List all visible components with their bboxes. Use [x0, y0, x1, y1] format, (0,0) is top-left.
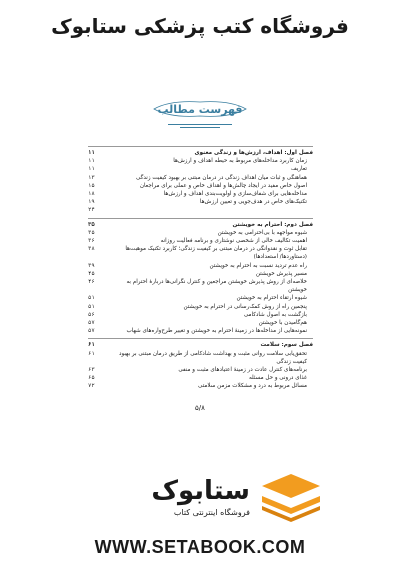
entry-page: ۱۱ — [88, 158, 95, 165]
brand-tagline: فروشگاه اینترنتی کتاب — [173, 508, 250, 517]
section-heading[interactable] — [88, 341, 313, 349]
entry-page: ۴۵ — [88, 270, 95, 277]
section-page: ۱۱ — [88, 150, 95, 156]
toc-entry[interactable] — [88, 190, 313, 198]
site-url[interactable]: WWW.SETABOOK.COM — [94, 537, 306, 557]
entry-title: اصول خاص مفید در ایجاد چالش‌ها و اهداف خاص و عملی برای مراجعان — [139, 182, 307, 189]
toc-section — [88, 146, 313, 215]
entry-title: خلاصه‌ای از روش پذیرش خویشتن مراجعین و کنترل نگرانی‌ها دربارهٔ احترام به خویشتن — [126, 279, 307, 294]
toc-entry[interactable] — [88, 237, 313, 245]
toc-title: فهرست مطالب — [157, 102, 243, 116]
store-title: فروشگاه کتب پزشکی ستابوک — [51, 14, 349, 38]
toc-section — [88, 218, 313, 336]
entry-title: تکنیک‌های خاص در هدف‌جویی و تعیین ارزش‌ها — [199, 199, 307, 206]
entry-title: تعاریف — [290, 166, 307, 173]
toc-entry[interactable] — [88, 157, 313, 165]
entry-page: ۱۸ — [88, 191, 95, 198]
toc-divider-short — [180, 127, 220, 128]
toc-divider — [168, 124, 232, 125]
entry-title: تحقق‌یابی سلامت روانی مثبت و بهداشت شادکامی از طریق درمان مبتنی بر بهبود کیفیت زندگی — [118, 350, 307, 365]
section-heading[interactable] — [88, 149, 313, 157]
entry-page: ۱۳ — [88, 174, 95, 181]
toc-entry[interactable] — [88, 262, 313, 270]
entry-title: زمان کاربرد مداخله‌های مربوط به حیطه اهداف و ارزش‌ها — [173, 158, 307, 165]
entry-title: هم‌گامیدن با خویشتن — [258, 320, 307, 327]
toc-entry[interactable] — [88, 245, 313, 261]
entry-page: ۵۷ — [88, 320, 95, 327]
toc-entry[interactable] — [88, 319, 313, 327]
entry-page: ۴۶ — [88, 279, 95, 286]
toc-entry[interactable] — [88, 303, 313, 311]
entry-page: ۲۴ — [88, 207, 95, 214]
entry-title: شیوه ارتقاء احترام به خویشتن — [236, 295, 307, 302]
entry-title: غذای درونی و حل مسئله — [249, 375, 307, 382]
toc-entry[interactable] — [88, 374, 313, 382]
entry-page: ۵۶ — [88, 311, 95, 318]
entry-page: ۱۱ — [88, 166, 95, 173]
toc-list — [88, 146, 313, 394]
section-heading[interactable] — [88, 221, 313, 229]
entry-page: ۳۵ — [88, 229, 95, 236]
setabook-logo-icon — [256, 472, 326, 522]
entry-title: مسیر پذیرش خویشتن — [255, 270, 307, 277]
toc-entry[interactable] — [88, 165, 313, 173]
entry-page: ۵۱ — [88, 303, 95, 310]
entry-title: تقابل ثوت و نقدوانگی در درمان مبتنی بر کیفیت زندگی؛ کاربرد تکنیک موهبت‌ها (دستاوردها/ استعدادها) — [125, 246, 307, 261]
entry-title: برنامه‌های کنترل عادت در زمینهٔ اعتیادهای مثبت و منفی — [178, 367, 307, 374]
toc-entry[interactable] — [88, 206, 313, 214]
brand-logo[interactable] — [60, 472, 340, 528]
entry-page: ۳۹ — [88, 262, 95, 269]
toc-entry[interactable] — [88, 350, 313, 366]
toc-entry[interactable] — [88, 366, 313, 374]
entry-title: شیوه مواجهه با بی‌احترامی به خویشتن — [217, 229, 307, 236]
toc-entry[interactable] — [88, 270, 313, 278]
entry-title: مسائل مربوط به درد و مشکلات مزمن سلامتی — [198, 383, 307, 390]
entry-page: ۶۵ — [88, 375, 95, 382]
entry-title: بازگشت به اصول شادکامی — [243, 311, 307, 318]
toc-entry[interactable] — [88, 278, 313, 294]
toc-entry[interactable] — [88, 327, 313, 335]
toc-entry[interactable] — [88, 174, 313, 182]
entry-title: اهمیت تکالیف خالی از شخصی نوشتاری و برنامه فعالیت روزانه — [160, 238, 307, 245]
entry-title: راه عدم تردید نسبت به احترام به خویشتن — [209, 262, 307, 269]
toc-entry[interactable] — [88, 198, 313, 206]
entry-title: مداخله‌هایی برای شفاف‌سازی و اولویت‌بندی اهداف و ارزش‌ها — [163, 191, 307, 198]
entry-page: ۵۷ — [88, 328, 95, 335]
entry-page: ۳۶ — [88, 238, 95, 245]
toc-entry[interactable] — [88, 311, 313, 319]
entry-page: ۷۲ — [88, 383, 95, 390]
toc-entry[interactable] — [88, 382, 313, 390]
brand-name: ستابوک — [151, 476, 250, 506]
entry-title: نمونه‌هایی از مداخله‌ها در زمینهٔ احترام به خویشتن و تغییر طرح‌واره‌های شهاب — [126, 328, 307, 335]
entry-page: ۶۱ — [88, 350, 95, 357]
entry-page: ۱۹ — [88, 199, 95, 206]
entry-title: هماهنگی و ثبات میان اهداف زندگی در درمان مبتنی بر بهبود کیفیت زندگی — [136, 174, 307, 181]
section-page: ۶۱ — [88, 342, 95, 349]
toc-entry[interactable] — [88, 182, 313, 190]
entry-page: ۵۱ — [88, 295, 95, 302]
page-number: ۵/۸ — [195, 404, 205, 412]
section-title: فصل اول: اهداف، ارزش‌ها و زندگی معنوی — [194, 150, 313, 156]
section-title: فصل دوم: احترام به خویشتن — [232, 221, 313, 228]
entry-title: پنجمین راه از روش کمک‌رسانی در احترام به خویشتن — [183, 303, 307, 310]
section-title: فصل سوم: سلامت — [260, 342, 313, 349]
toc-entry[interactable] — [88, 294, 313, 302]
entry-page: ۳۸ — [88, 246, 95, 253]
toc-section — [88, 338, 313, 390]
entry-page: ۱۵ — [88, 182, 95, 189]
entry-page: ۶۳ — [88, 367, 95, 374]
toc-banner — [150, 98, 250, 120]
section-page: ۳۵ — [88, 221, 95, 228]
toc-entry[interactable] — [88, 229, 313, 237]
